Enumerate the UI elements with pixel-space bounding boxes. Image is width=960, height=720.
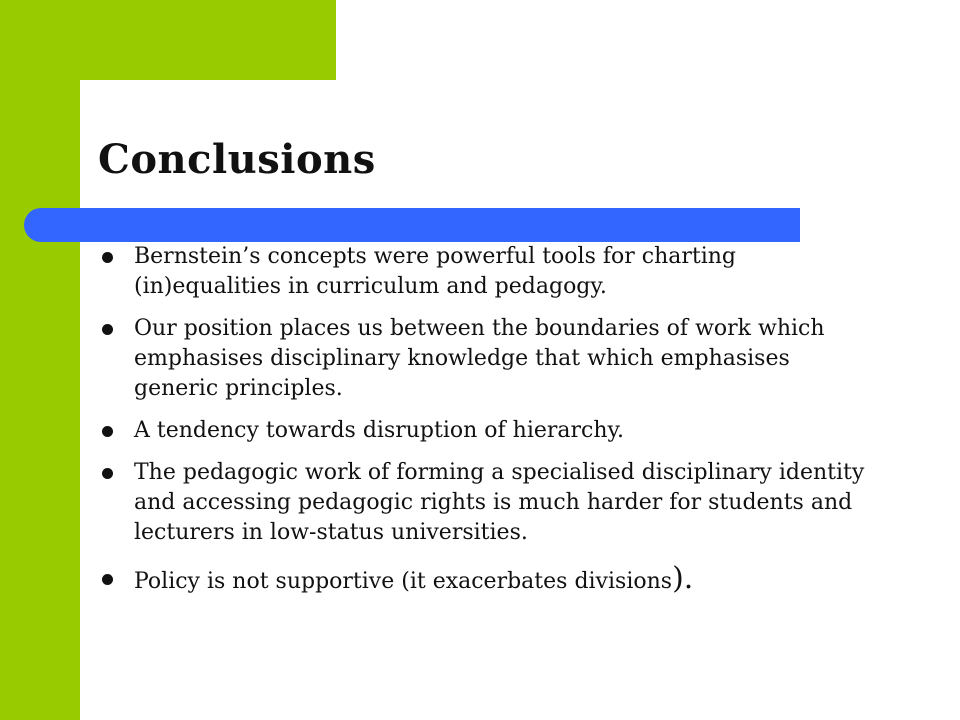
bullet-text: The pedagogic work of forming a specialised disciplinary identity and accessing pedagogic rights is much harder for students and lecturers in low-status universities. — [134, 460, 865, 545]
bullet-item — [100, 314, 870, 404]
bullet-text: Our position places us between the boundaries of work which emphasises disciplinary knowledge that which emphasises generic principles. — [134, 316, 825, 401]
blue-accent-bar — [24, 208, 800, 242]
bullet-item — [100, 458, 870, 548]
rounded-corner — [80, 80, 140, 140]
bullet-item — [100, 416, 870, 446]
bullet-text: Policy is not supportive (it exacerbates divisions — [134, 569, 673, 594]
bullet-dot-icon — [102, 468, 113, 479]
green-side-band — [0, 0, 80, 720]
bullet-dot-icon — [102, 252, 113, 263]
bullet-dot-icon — [102, 426, 113, 437]
bullet-dot-icon — [102, 324, 113, 335]
bullet-closing: ). — [672, 561, 694, 596]
bullet-item — [100, 242, 870, 302]
green-top-band — [0, 0, 336, 80]
bullet-text: A tendency towards disruption of hierarchy. — [134, 418, 625, 443]
bullet-dot-icon — [102, 574, 113, 585]
slide-title: Conclusions — [98, 136, 376, 183]
bullet-item — [100, 561, 870, 597]
bullet-list — [100, 240, 870, 597]
bullet-text: Bernstein’s concepts were powerful tools for charting (in)equalities in curriculum and pedagogy. — [134, 244, 737, 299]
